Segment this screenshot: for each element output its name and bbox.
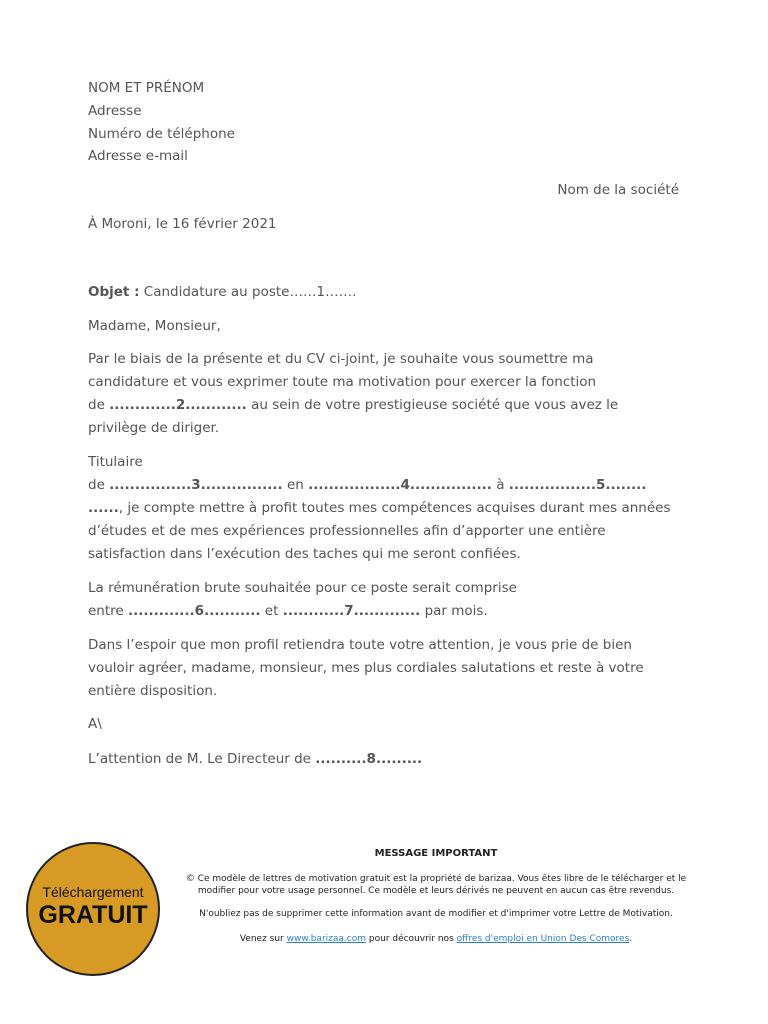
placeholder-8: ..........8......... [315, 751, 423, 767]
message-line-3: N'oubliez pas de supprimer cette information avant de modifier et d'imprimer votre Lettre de Motivation. [199, 909, 673, 919]
text-span: entre [88, 603, 129, 619]
message-line-2: modifier pour votre usage personnel. Ce modèle et leurs dérivés ne peuvent en aucun cas être revendus. [197, 886, 675, 896]
paragraph-4-line-2: vouloir agréer, madame, monsieur, mes plus cordiales salutations et reste à votre [88, 660, 644, 676]
attention-line [88, 751, 422, 767]
placeholder-2: .............2............ [109, 397, 247, 413]
free-download-badge[interactable] [26, 842, 160, 976]
text-span: par mois. [420, 603, 488, 619]
paragraph-1-line-3 [88, 397, 618, 413]
paragraph-2-line-4: d’études et de mes expériences professionnelles afin d’apporter une entière [88, 523, 606, 539]
object-line [88, 284, 356, 300]
paragraph-2-line-1: Titulaire [88, 454, 143, 470]
job-offers-link[interactable]: offres d'emploi en Union Des Comores [456, 934, 630, 944]
paragraph-2-line-5: satisfaction dans l’exécution des taches qui me seront confiées. [88, 546, 521, 562]
paragraph-1-line-4: privilège de diriger. [88, 420, 220, 436]
badge-line-2: GRATUIT [38, 901, 148, 929]
place-date: À Moroni, le 16 février 2021 [88, 216, 277, 232]
object-label: Objet : [88, 284, 140, 300]
text-span: à [491, 477, 509, 493]
placeholder-5-cont: ...... [88, 500, 119, 516]
text-span: . [629, 934, 633, 944]
a-mark: A\ [88, 716, 102, 732]
sender-phone: Numéro de téléphone [88, 126, 235, 142]
text-span: pour découvrir nos [366, 934, 457, 944]
text-span: en [282, 477, 309, 493]
paragraph-2-line-3 [88, 500, 671, 516]
text-span: , je compte mettre à profit toutes mes compétences acquises durant mes années [118, 500, 671, 516]
text-span: et [260, 603, 283, 619]
paragraph-1-line-2: candidature et vous exprimer toute ma motivation pour exercer la fonction [88, 374, 597, 390]
paragraph-1-line-1: Par le biais de la présente et du CV ci-joint, je souhaite vous soumettre ma [88, 351, 594, 367]
paragraph-4-line-3: entière disposition. [88, 683, 218, 699]
salutation: Madame, Monsieur, [88, 318, 221, 334]
placeholder-3: ................3................ [109, 477, 283, 493]
text-span: au sein de votre prestigieuse société que vous avez le [246, 397, 619, 413]
text-span: L’attention de M. Le Directeur de [88, 751, 316, 767]
message-title: MESSAGE IMPORTANT [374, 848, 498, 859]
barizaa-link[interactable]: www.barizaa.com [286, 934, 367, 944]
text-span: Venez sur [239, 934, 287, 944]
paragraph-3-line-1: La rémunération brute souhaitée pour ce poste serait comprise [88, 580, 517, 596]
placeholder-6: .............6........... [128, 603, 261, 619]
paragraph-2-line-2 [88, 477, 646, 493]
text-span: de [88, 477, 110, 493]
sender-email: Adresse e-mail [88, 148, 188, 164]
sender-name: NOM ET PRÉNOM [88, 80, 205, 96]
message-line-4 [180, 933, 692, 945]
badge-line-1: Téléchargement [42, 884, 144, 900]
paragraph-3-line-2 [88, 603, 488, 619]
company-name: Nom de la société [557, 182, 679, 198]
object-text: Candidature au poste……1……. [139, 284, 357, 300]
placeholder-5: .................5........ [508, 477, 647, 493]
text-span: de [88, 397, 110, 413]
placeholder-7: ............7............. [282, 603, 421, 619]
paragraph-4-line-1: Dans l’espoir que mon profil retiendra toute votre attention, je vous prie de bien [88, 637, 632, 653]
sender-address: Adresse [88, 103, 142, 119]
placeholder-4: ..................4................ [308, 477, 492, 493]
message-line-1: © Ce modèle de lettres de motivation gratuit est la propriété de barizaa. Vous êtes libre de le télécharger et le [185, 874, 687, 884]
